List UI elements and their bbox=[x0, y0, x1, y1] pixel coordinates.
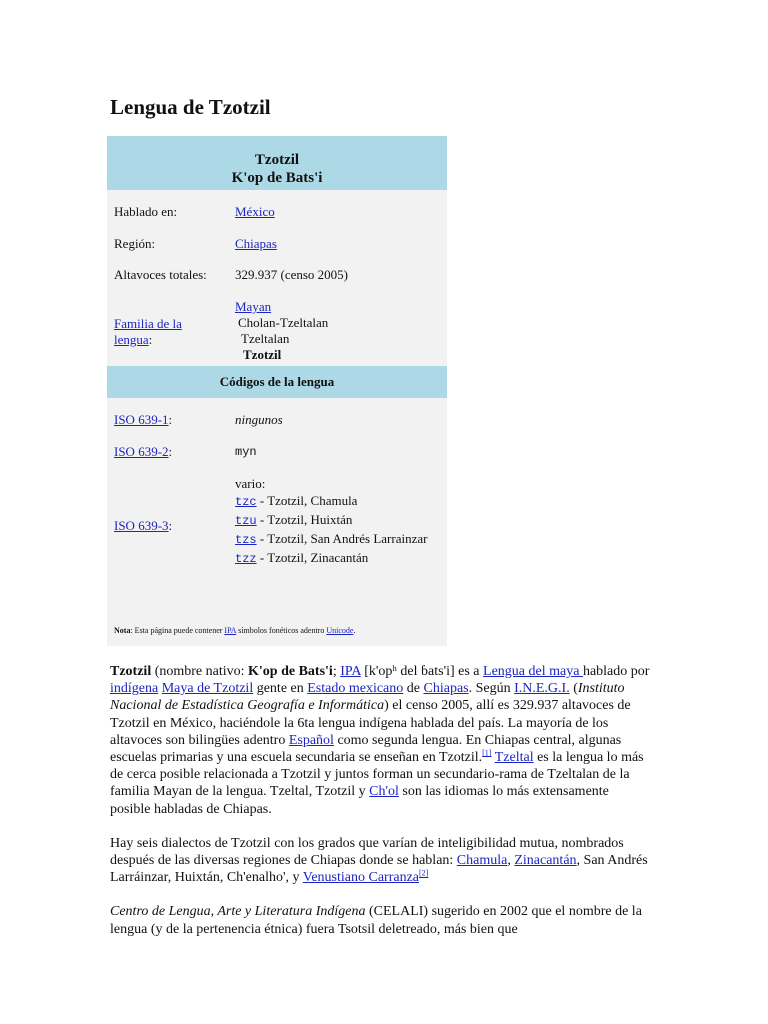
indigena-link[interactable]: indígena bbox=[110, 681, 159, 697]
text: ; bbox=[332, 664, 341, 679]
family-link[interactable]: Familia de la lengua bbox=[114, 316, 182, 347]
text: es la lengua lo más de cerca posible relacionada a Tzotzil y juntos forman un secundario-rama de Tzeltalan de la familia Mayan de la lengua. Tzeltal, Tzotzil y bbox=[110, 750, 644, 800]
text: hablado por bbox=[582, 664, 650, 679]
text: ) el censo 2005, allí es 329.937 altavoces de Tzotzil en México, haciéndole la 6ta lengua indígena hablada del país. La mayoría de los altavoces son bilingües adentro bbox=[110, 698, 631, 748]
family-tzeltalan: Tzeltalan bbox=[241, 331, 290, 346]
family-tzotzil: Tzotzil bbox=[243, 347, 282, 362]
espanol-link[interactable]: Español bbox=[288, 732, 334, 748]
iso1-colon: : bbox=[168, 412, 173, 427]
celali-full-name: Centro de Lengua, Arte y Literatura Indígena bbox=[110, 904, 366, 920]
maya-tzotzil-link[interactable]: Maya de Tzotzil bbox=[161, 681, 254, 697]
text: (nombre nativo: bbox=[151, 664, 249, 679]
paragraph-celali bbox=[110, 903, 650, 937]
iso3-item bbox=[235, 511, 440, 530]
family-mayan-link[interactable]: Mayan bbox=[235, 299, 272, 314]
inegi-link[interactable]: I.N.E.G.I. bbox=[514, 681, 570, 697]
mexico-link[interactable]: México bbox=[235, 204, 275, 219]
article-body bbox=[110, 663, 650, 955]
infobox-language-name: Tzotzil bbox=[254, 152, 300, 168]
family-colon: : bbox=[148, 332, 153, 347]
note-text: : Esta página puede contener bbox=[130, 626, 225, 635]
speakers-value: 329.937 (censo 2005) bbox=[235, 267, 349, 282]
iso2-value: myn bbox=[235, 445, 257, 459]
code-tzc-link[interactable]: tzc bbox=[235, 495, 257, 509]
iso3-colon: : bbox=[168, 518, 173, 533]
family-tree bbox=[235, 299, 440, 363]
text: , bbox=[507, 853, 515, 869]
chiapas-link[interactable]: Chiapas bbox=[235, 236, 277, 251]
code-tzc-name: - Tzotzil, Chamula bbox=[256, 493, 358, 508]
code-tzz-name: - Tzotzil, Zinacantán bbox=[256, 550, 369, 565]
native-name-bold: K'op de Bats'i bbox=[248, 664, 333, 679]
family-label bbox=[114, 316, 209, 348]
iso2-colon: : bbox=[168, 444, 173, 459]
lengua-maya-link[interactable]: Lengua del maya bbox=[483, 664, 583, 679]
codes-header: Códigos de la lengua bbox=[107, 366, 447, 398]
iso3-item bbox=[235, 530, 440, 549]
iso3-values bbox=[235, 475, 440, 568]
ipa-link[interactable]: IPA bbox=[340, 664, 361, 679]
note-ipa-link[interactable]: IPA bbox=[224, 626, 237, 635]
chiapas-article-link[interactable]: Chiapas bbox=[423, 681, 469, 697]
footnote-2-link[interactable]: [2] bbox=[419, 868, 429, 878]
note-unicode-link[interactable]: Unicode bbox=[326, 626, 354, 635]
text: Hay seis dialectos de Tzotzil con los grados que varían de inteligibilidad mutua, nombrados después de las diversas regiones de Chiapas donde se hablan: bbox=[110, 835, 624, 869]
chamula-link[interactable]: Chamula bbox=[456, 853, 508, 869]
note-bold: Nota bbox=[114, 626, 131, 635]
text: (CELALI) sugerido en 2002 que el nombre de la lengua (y de la pertenencia étnica) fuera Tsotsil deletreado, más bien que bbox=[110, 904, 642, 937]
code-tzu-link[interactable]: tzu bbox=[235, 514, 257, 528]
text: . Según bbox=[468, 681, 515, 697]
speakers-label: Altavoces totales: bbox=[114, 267, 207, 282]
infobox-header bbox=[107, 136, 447, 190]
language-infobox bbox=[107, 136, 447, 646]
tzeltal-link[interactable]: Tzeltal bbox=[494, 750, 534, 766]
iso3-item bbox=[235, 549, 440, 568]
text: gente en bbox=[253, 681, 308, 697]
venustiano-carranza-link[interactable]: Venustiano Carranza bbox=[302, 870, 420, 886]
region-label: Región: bbox=[114, 236, 156, 251]
iso2-link[interactable]: ISO 639-2 bbox=[114, 444, 169, 459]
tzotzil-bold: Tzotzil bbox=[110, 664, 152, 679]
infobox-note bbox=[114, 626, 444, 636]
text: de bbox=[403, 681, 424, 697]
iso3-link[interactable]: ISO 639-3 bbox=[114, 518, 169, 533]
text: ( bbox=[569, 681, 578, 697]
text: [k'opʰ del ɓats'i] es a bbox=[360, 664, 484, 679]
paragraph-dialects bbox=[110, 835, 650, 887]
zinacantan-link[interactable]: Zinacantán bbox=[514, 853, 577, 869]
inegi-full-name: Instituto Nacional de Estadística Geografía e Informática bbox=[110, 681, 625, 714]
spoken-label: Hablado en: bbox=[114, 204, 178, 219]
chol-link[interactable]: Ch'ol bbox=[369, 784, 399, 800]
iso3-intro: vario: bbox=[235, 476, 266, 491]
iso1-value: ningunos bbox=[235, 412, 283, 427]
code-tzs-link[interactable]: tzs bbox=[235, 533, 257, 547]
iso1-link[interactable]: ISO 639-1 bbox=[114, 412, 169, 427]
text: como segunda lengua. En Chiapas central, algunas escuelas primarias y una escuela secundaria se enseñan en Tzotzil. bbox=[110, 732, 622, 766]
infobox-native-name: K'op de Bats'i bbox=[231, 170, 323, 186]
note-text: símbolos fonéticos adentro bbox=[236, 626, 327, 635]
text: son las idiomas lo más extensamente posible habladas de Chiapas. bbox=[110, 784, 609, 817]
footnote-1-link[interactable]: [1] bbox=[482, 748, 492, 758]
text: , San Andrés Larráinzar, Huixtán, Ch'enalho', y bbox=[110, 853, 648, 886]
page-title: Lengua de Tzotzil bbox=[110, 95, 271, 119]
paragraph-intro bbox=[110, 663, 650, 818]
iso3-item bbox=[235, 492, 440, 511]
code-tzz-link[interactable]: tzz bbox=[235, 552, 257, 566]
estado-mexicano-link[interactable]: Estado mexicano bbox=[307, 681, 404, 697]
code-tzu-name: - Tzotzil, Huixtán bbox=[256, 512, 353, 527]
family-cholan: Cholan-Tzeltalan bbox=[238, 315, 329, 330]
code-tzs-name: - Tzotzil, San Andrés Larrainzar bbox=[256, 531, 428, 546]
note-text: . bbox=[353, 626, 356, 635]
